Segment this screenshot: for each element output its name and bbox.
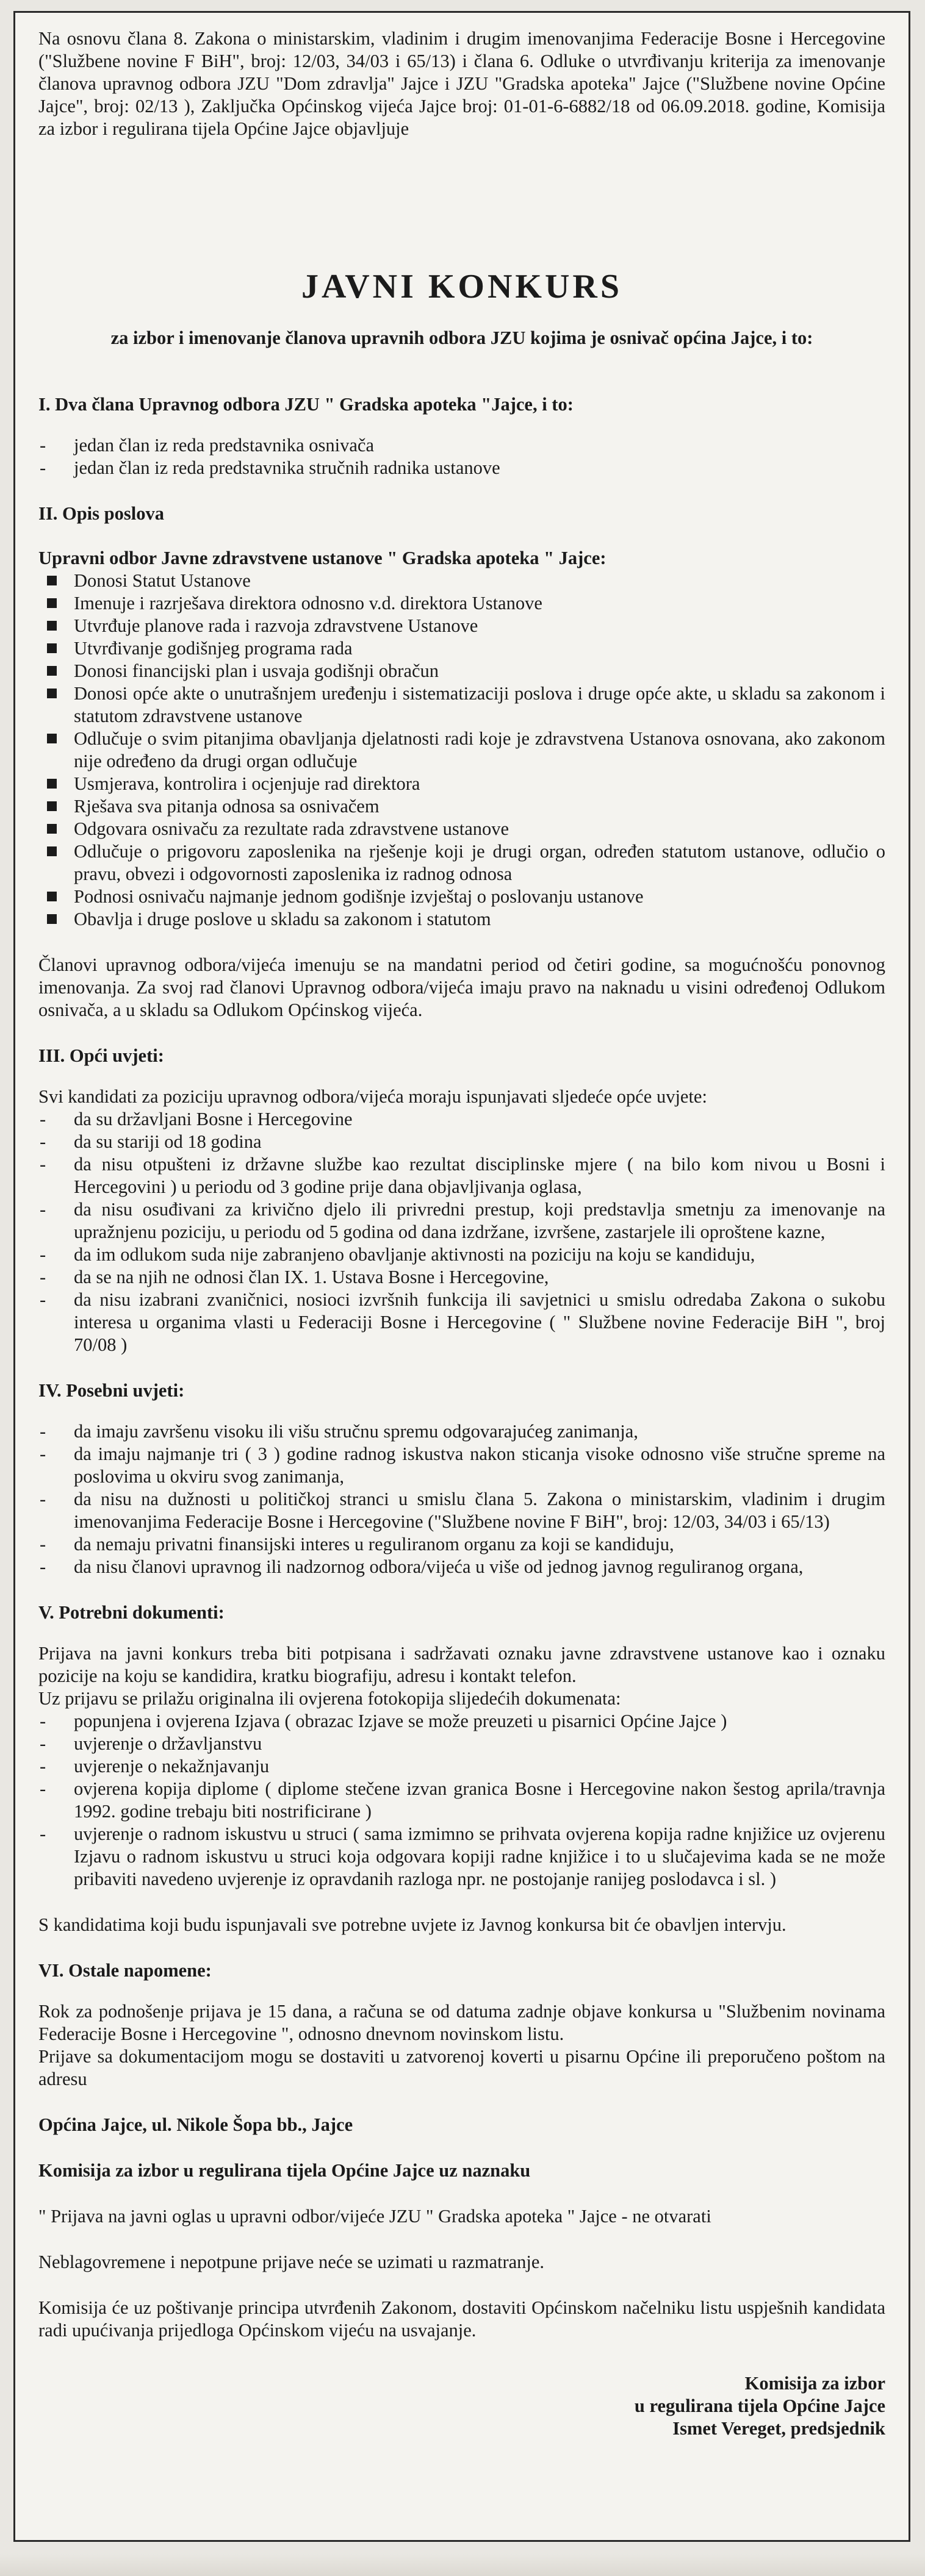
section-6-incomplete: Neblagovremene i nepotpune prijave neće se uzimati u razmatranje. [38, 2252, 545, 2272]
list-item: Imenuje i razrješava direktora odnosno v.d. direktora Ustanove [38, 592, 885, 615]
section-5-documents-list [38, 1710, 885, 1891]
list-item: - da nisu izabrani zvaničnici, nosioci izvršnih funkcija ili savjetnici u smislu odredaba Zakona o sukobu interesa u organima vlasti u Federaciji Bosne i Hercegovine ( " Službene novine Federacije BiH ", broj 70/08 ) [38, 1289, 885, 1356]
list-item: - da imaju završenu visoku ili višu stručnu spremu odgovarajućeg zanimanja, [38, 1420, 885, 1443]
list-item: - uvjerenje o državljanstvu [38, 1733, 885, 1755]
section-3-lead: Svi kandidati za poziciju upravnog odbora/vijeća moraju ispunjavati sljedeće opće uvjete: [38, 1086, 707, 1107]
list-item: - jedan član iz reda predstavnika osnivača [38, 434, 885, 457]
section-6-marking: " Prijava na javni oglas u upravni odbor/vijeće JZU " Gradska apoteka " Jajce - ne otvarati [38, 2206, 711, 2227]
announcement-page [13, 11, 910, 2542]
section-2-closing: Članovi upravnog odbora/vijeća imenuju se na mandatni period od četiri godine, sa mogućnošću ponovnog imenovanja. Za svoj rad članovi Upravnog odbora/vijeća imaju pravo na naknadu u visini određenoj Odlukom osnivača, a u skladu sa Odlukom Općinskog vijeća. [38, 954, 885, 1020]
list-item: Odlučuje o prigovoru zaposlenika na rješenje koji je drugi organ, određen statutom ustanove, odlučio o pravu, obvezi i odgovornosti zaposlenika iz radnog odnosa [38, 840, 885, 886]
section-5-heading: V. Potrebni dokumenti: [38, 1602, 225, 1623]
list-item: - da nisu osuđivani za krivično djelo ili privredni prestup, koji predstavlja smetnju za imenovanje na upražnjenu poziciju, u periodu od 5 godina od dana izdržane, izvršene, zastarjele ili oproštene kazne, [38, 1198, 885, 1243]
page-bottom-edge [0, 2554, 925, 2576]
list-item: Odgovara osnivaču za rezultate rada zdravstvene ustanove [38, 818, 885, 840]
list-item: Donosi opće akte o unutrašnjem uređenju i sistematizaciji poslova i druge opće akte, u skladu sa zakonom i statutom zdravstvene ustanove [38, 682, 885, 728]
section-6-final: Komisija će uz poštivanje principa utvrđenih Zakonom, dostaviti Općinskom načelniku listu uspješnih kandidata radi upućivanja prijedloga Općinskom vijeću na usvajanje. [38, 2297, 885, 2341]
section-4-list [38, 1420, 885, 1578]
section-6-heading: VI. Ostale napomene: [38, 1960, 212, 1981]
section-3-list [38, 1108, 885, 1356]
list-item: - da im odlukom suda nije zabranjeno obavljanje aktivnosti na poziciju na koju se kandiduju, [38, 1243, 885, 1266]
list-item: - da nemaju privatni finansijski interes u reguliranom organu za koji se kandiduju, [38, 1533, 885, 1556]
section-6-deadline: Rok za podnošenje prijava je 15 dana, a računa se od datuma zadnje objave konkursa u "Službenim novinama Federacije Bosne i Hercegovine ", odnosno dnevnom novinskom listu. [38, 2001, 885, 2044]
section-5-paragraph-1: Prijava na javni konkurs treba biti potpisana i sadržavati oznaku javne zdravstvene ustanove kao i oznaku pozicije na koju se kandidira, kratku biografiju, adresu i kontakt telefon. [38, 1643, 885, 1686]
section-2-duties-list [38, 570, 885, 931]
list-item: - da nisu otpušteni iz državne službe kao rezultat disciplinske mjere ( na bilo kom nivou u Bosni i Hercegovini ) u periodu od 3 godine prije dana objavljivanja oglasa, [38, 1153, 885, 1198]
document-title: JAVNI KONKURS [301, 268, 623, 306]
list-item: - da su državljani Bosne i Hercegovine [38, 1108, 885, 1131]
list-item: - popunjena i ovjerena Izjava ( obrazac Izjave se može preuzeti u pisarnici Općine Jajce ) [38, 1710, 885, 1733]
signature-line-1: Komisija za izbor [744, 2373, 885, 2394]
list-item: - da nisu članovi upravnog ili nadzornog odbora/vijeća u više od jednog javnog reguliranog organa, [38, 1556, 885, 1578]
list-item: Donosi Statut Ustanove [38, 570, 885, 592]
list-item: Podnosi osnivaču najmanje jednom godišnje izvještaj o poslovanju ustanove [38, 886, 885, 908]
list-item: Odlučuje o svim pitanjima obavljanja djelatnosti radi koje je zdravstvena Ustanova osnovana, ako zakonom nije određeno da drugi organ odlučuje [38, 728, 885, 773]
signature-line-3: Ismet Vereget, predsjednik [672, 2418, 885, 2439]
section-2-heading: II. Opis poslova [38, 503, 164, 524]
list-item: - uvjerenje o radnom iskustvu u struci ( sama izmimno se prihvata ovjerena kopija radne knjižice uz ovjerenu Izjavu o radnom iskustvu u struci koja odgovara kopiji radne knjižice i to u slučajevima kada se ne može pribaviti navedeno uvjerenje iz opravdanih razloga npr. ne postojanje ranijeg poslodavca i sl. ) [38, 1823, 885, 1891]
section-5-paragraph-2: Uz prijavu se prilažu originalna ili ovjerena fotokopija slijedećih dokumenata: [38, 1688, 621, 1709]
section-6-committee: Komisija za izbor u regulirana tijela Općine Jajce uz naznaku [38, 2160, 531, 2181]
signature-block [38, 2372, 885, 2440]
list-item: Rješava sva pitanja odnosa sa osnivačem [38, 795, 885, 818]
section-4-heading: IV. Posebni uvjeti: [38, 1380, 185, 1401]
list-item: - uvjerenje o nekažnjavanju [38, 1755, 885, 1778]
list-item: Utvrđuje planove rada i razvoja zdravstvene Ustanove [38, 615, 885, 637]
section-1-heading: I. Dva člana Upravnog odbora JZU " Gradska apoteka "Jajce, i to: [38, 394, 574, 415]
list-item: Donosi financijski plan i usvaja godišnji obračun [38, 660, 885, 682]
section-1-list [38, 434, 885, 479]
list-item: Obavlja i druge poslove u skladu sa zakonom i statutom [38, 908, 885, 931]
list-item: - da su stariji od 18 godina [38, 1131, 885, 1153]
list-item: - ovjerena kopija diplome ( diplome stečene izvan granica Bosne i Hercegovine nakon šestog aprila/travnja 1992. godine trebaju biti nostrificirane ) [38, 1778, 885, 1823]
section-6-submission: Prijave sa dokumentacijom mogu se dostaviti u zatvorenoj koverti u pisarnu Općine ili preporučeno poštom na adresu [38, 2046, 885, 2089]
document-subtitle: za izbor i imenovanje članova upravnih odbora JZU kojima je osnivač općina Jajce, i to: [110, 327, 813, 348]
list-item: - jedan član iz reda predstavnika stručnih radnika ustanove [38, 457, 885, 479]
section-2-lead: Upravni odbor Javne zdravstvene ustanove " Gradska apoteka " Jajce: [38, 548, 606, 568]
section-5-closing: S kandidatima koji budu ispunjavali sve potrebne uvjete iz Javnog konkursa bit će obavljen intervju. [38, 1914, 786, 1935]
signature-line-2: u regulirana tijela Općine Jajce [634, 2395, 885, 2416]
list-item: Utvrđivanje godišnjeg programa rada [38, 637, 885, 660]
list-item: - da imaju najmanje tri ( 3 ) godine radnog iskustva nakon sticanja visoke odnosno više stručne spreme na poslovima u okviru svog zanimanja, [38, 1443, 885, 1488]
list-item: - da se na njih ne odnosi član IX. 1. Ustava Bosne i Hercegovine, [38, 1266, 885, 1289]
section-6-address: Općina Jajce, ul. Nikole Šopa bb., Jajce [38, 2114, 353, 2135]
list-item: - da nisu na dužnosti u političkoj stranci u smislu člana 5. Zakona o ministarskim, vladinim i drugim imenovanjima Federacije Bosne i Hercegovine ("Službene novine F BiH", broj: 12/03, 34/03 i 65/13) [38, 1488, 885, 1533]
list-item: Usmjerava, kontrolira i ocjenjuje rad direktora [38, 773, 885, 795]
intro-paragraph: Na osnovu člana 8. Zakona o ministarskim, vladinim i drugim imenovanjima Federacije Bosne i Hercegovine ("Službene novine F BiH", broj: 12/03, 34/03 i 65/13) i člana 6. Odluke o utvrđivanju kriterija za imenovanje članova upravnog odbora JZU "Dom zdravlja" Jajce i JZU "Gradska apoteka" Jajce ("Službene novine Općine Jajce", broj: 02/13 ), Zaključka Općinskog vijeća Jajce broj: 01-01-6-6882/18 od 06.09.2018. godine, Komisija za izbor i regulirana tijela Općine Jajce objavljuje [38, 28, 885, 139]
section-3-heading: III. Opći uvjeti: [38, 1045, 164, 1066]
